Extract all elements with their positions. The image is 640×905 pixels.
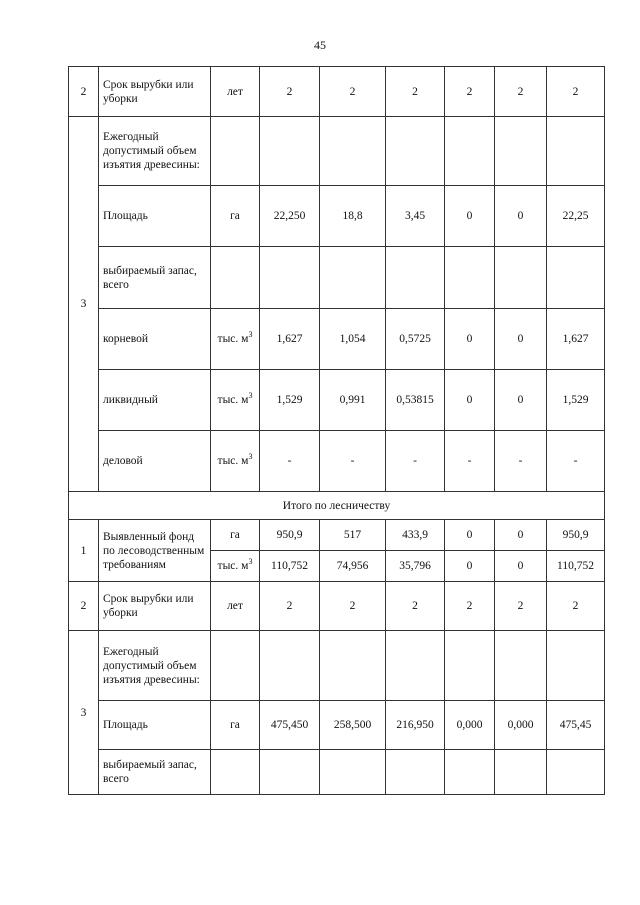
- empty-cell: [386, 247, 445, 309]
- value-cell: 2: [495, 582, 547, 631]
- value-cell: 1,529: [547, 370, 605, 431]
- value-cell: 2: [445, 67, 495, 117]
- value-cell: 0,000: [445, 701, 495, 750]
- empty-cell: [211, 117, 260, 186]
- value-cell: 2: [547, 67, 605, 117]
- row-label: корневой: [99, 309, 211, 370]
- row-number: 2: [69, 582, 99, 631]
- value-cell: 110,752: [260, 551, 320, 582]
- value-cell: 475,45: [547, 701, 605, 750]
- table-row: [69, 117, 605, 186]
- empty-cell: [495, 117, 547, 186]
- table-row: [69, 750, 605, 795]
- empty-cell: [445, 117, 495, 186]
- empty-cell: [260, 117, 320, 186]
- unit-cell: [211, 370, 260, 431]
- row-number: 1: [69, 520, 99, 582]
- forest-harvest-table: [68, 66, 605, 795]
- value-cell: 2: [320, 67, 386, 117]
- value-cell: 0: [445, 551, 495, 582]
- value-cell: -: [445, 431, 495, 492]
- unit-text: тыс. м: [217, 394, 249, 406]
- empty-cell: [547, 117, 605, 186]
- value-cell: 2: [445, 582, 495, 631]
- value-cell: 2: [386, 67, 445, 117]
- unit-text: тыс. м: [217, 560, 249, 572]
- value-cell: 0: [495, 520, 547, 551]
- row-number: 3: [69, 631, 99, 795]
- empty-cell: [211, 247, 260, 309]
- empty-cell: [386, 117, 445, 186]
- row-label: Площадь: [99, 701, 211, 750]
- table-row: [69, 701, 605, 750]
- value-cell: 0: [445, 370, 495, 431]
- value-cell: 475,450: [260, 701, 320, 750]
- value-cell: 74,956: [320, 551, 386, 582]
- value-cell: 2: [320, 582, 386, 631]
- table-row: [69, 186, 605, 247]
- unit-exponent: 3: [248, 557, 253, 567]
- empty-cell: [320, 247, 386, 309]
- row-label: Срок вырубки или уборки: [99, 582, 211, 631]
- value-cell: 433,9: [386, 520, 445, 551]
- table-row: [69, 431, 605, 492]
- empty-cell: [547, 631, 605, 701]
- value-cell: 1,627: [547, 309, 605, 370]
- empty-cell: [445, 750, 495, 795]
- table-row: [69, 520, 605, 551]
- table-row: [69, 582, 605, 631]
- value-cell: 110,752: [547, 551, 605, 582]
- empty-cell: [211, 750, 260, 795]
- value-cell: 950,9: [547, 520, 605, 551]
- value-cell: 2: [495, 67, 547, 117]
- row-label: Ежегодный допустимый объем изъятия древесины:: [99, 631, 211, 701]
- row-label: Срок вырубки или уборки: [99, 67, 211, 117]
- value-cell: 35,796: [386, 551, 445, 582]
- value-cell: -: [320, 431, 386, 492]
- value-cell: 2: [547, 582, 605, 631]
- table-row: [69, 247, 605, 309]
- page-number: 45: [314, 38, 326, 52]
- value-cell: 18,8: [320, 186, 386, 247]
- value-cell: 258,500: [320, 701, 386, 750]
- table-row: [69, 370, 605, 431]
- unit-cell: лет: [211, 582, 260, 631]
- value-cell: 0: [495, 309, 547, 370]
- empty-cell: [260, 631, 320, 701]
- empty-cell: [445, 631, 495, 701]
- unit-cell: [211, 431, 260, 492]
- row-label: Ежегодный допустимый объем изъятия древесины:: [99, 117, 211, 186]
- table-row: [69, 67, 605, 117]
- empty-cell: [547, 750, 605, 795]
- value-cell: -: [547, 431, 605, 492]
- empty-cell: [445, 247, 495, 309]
- value-cell: 0: [495, 551, 547, 582]
- empty-cell: [260, 247, 320, 309]
- empty-cell: [211, 631, 260, 701]
- value-cell: 0,000: [495, 701, 547, 750]
- empty-cell: [260, 750, 320, 795]
- value-cell: 22,25: [547, 186, 605, 247]
- unit-cell: га: [211, 520, 260, 551]
- value-cell: 1,529: [260, 370, 320, 431]
- value-cell: 0: [445, 309, 495, 370]
- value-cell: 0,53815: [386, 370, 445, 431]
- empty-cell: [320, 117, 386, 186]
- value-cell: 0: [445, 186, 495, 247]
- value-cell: 2: [260, 582, 320, 631]
- empty-cell: [386, 750, 445, 795]
- value-cell: 0,991: [320, 370, 386, 431]
- row-number: 2: [69, 67, 99, 117]
- empty-cell: [495, 247, 547, 309]
- unit-exponent: 3: [248, 330, 253, 340]
- row-label: Выявленный фонд по лесоводственным требованиям: [99, 520, 211, 582]
- value-cell: 216,950: [386, 701, 445, 750]
- row-label: выбираемый запас, всего: [99, 750, 211, 795]
- value-cell: 0: [495, 370, 547, 431]
- section-header: Итого по лесничеству: [69, 492, 605, 520]
- unit-exponent: 3: [248, 452, 253, 462]
- empty-cell: [547, 247, 605, 309]
- value-cell: 2: [260, 67, 320, 117]
- unit-cell: га: [211, 186, 260, 247]
- unit-exponent: 3: [248, 391, 253, 401]
- table-row: [69, 492, 605, 520]
- row-label: ликвидный: [99, 370, 211, 431]
- row-label: выбираемый запас, всего: [99, 247, 211, 309]
- unit-cell: [211, 309, 260, 370]
- row-number: 3: [69, 117, 99, 492]
- value-cell: -: [260, 431, 320, 492]
- empty-cell: [320, 750, 386, 795]
- value-cell: 950,9: [260, 520, 320, 551]
- value-cell: 3,45: [386, 186, 445, 247]
- unit-cell: [211, 551, 260, 582]
- unit-text: тыс. м: [217, 455, 249, 467]
- value-cell: 1,054: [320, 309, 386, 370]
- value-cell: 0: [445, 520, 495, 551]
- value-cell: 1,627: [260, 309, 320, 370]
- table-row: [69, 309, 605, 370]
- value-cell: -: [495, 431, 547, 492]
- value-cell: 0,5725: [386, 309, 445, 370]
- value-cell: 22,250: [260, 186, 320, 247]
- row-label: деловой: [99, 431, 211, 492]
- unit-text: тыс. м: [217, 333, 249, 345]
- value-cell: 2: [386, 582, 445, 631]
- value-cell: 0: [495, 186, 547, 247]
- value-cell: 517: [320, 520, 386, 551]
- unit-cell: лет: [211, 67, 260, 117]
- unit-cell: га: [211, 701, 260, 750]
- table-row: [69, 631, 605, 701]
- empty-cell: [320, 631, 386, 701]
- empty-cell: [495, 750, 547, 795]
- empty-cell: [386, 631, 445, 701]
- empty-cell: [495, 631, 547, 701]
- value-cell: -: [386, 431, 445, 492]
- row-label: Площадь: [99, 186, 211, 247]
